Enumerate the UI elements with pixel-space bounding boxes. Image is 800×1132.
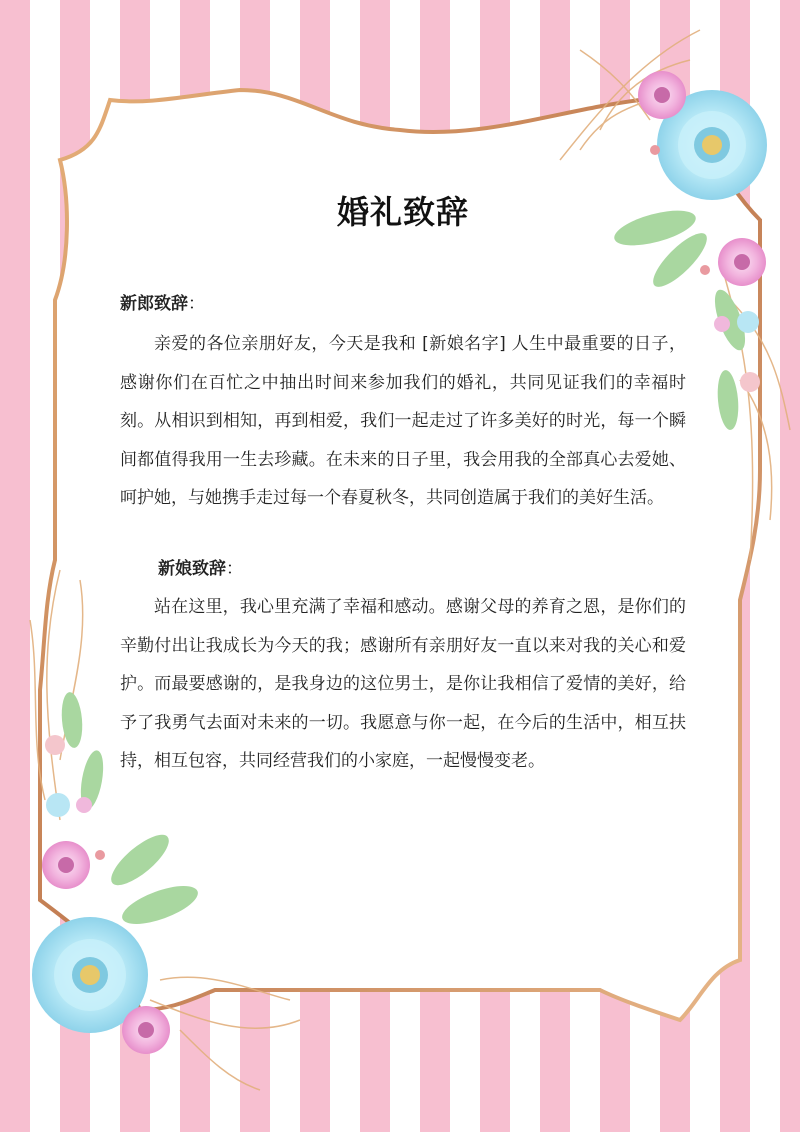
document-body (120, 0, 686, 1132)
bride-heading-colon: ： (226, 559, 243, 579)
bride-speech-text: 站在这里，我心里充满了幸福和感动。感谢父母的养育之恩，是你们的辛勤付出让我成长为今天的我；感谢所有亲朋好友一直以来对我的关心和爱护。而最要感谢的，是我身边的这位男士，是你让我相信了爱情的美好，给予了我勇气去面对未来的一切。我愿意与你一起，在今后的生活中，相互扶持，相互包容，共同经营我们的小家庭，一起慢慢变老。 (120, 597, 686, 772)
page-title: 婚礼致辞 (336, 193, 469, 231)
bride-heading-text: 新娘致辞 (158, 559, 226, 579)
groom-heading-text: 新郎致辞 (120, 294, 188, 314)
groom-speech-heading (120, 286, 205, 322)
bride-speech-heading (158, 551, 243, 587)
groom-speech-text: 亲爱的各位亲朋好友，今天是我和 [新娘名字] 人生中最重要的日子，感谢你们在百忙之中抽出时间来参加我们的婚礼，共同见证我们的幸福时刻。从相识到相知，再到相爱，我们一起走过了许多美好的时光，每一个瞬间都值得我用一生去珍藏。在未来的日子里，我会用我的全部真心去爱她、呵护她，与她携手走过每一个春夏秋冬，共同创造属于我们的美好生活。 (120, 334, 686, 509)
groom-heading-colon: ： (188, 294, 205, 314)
